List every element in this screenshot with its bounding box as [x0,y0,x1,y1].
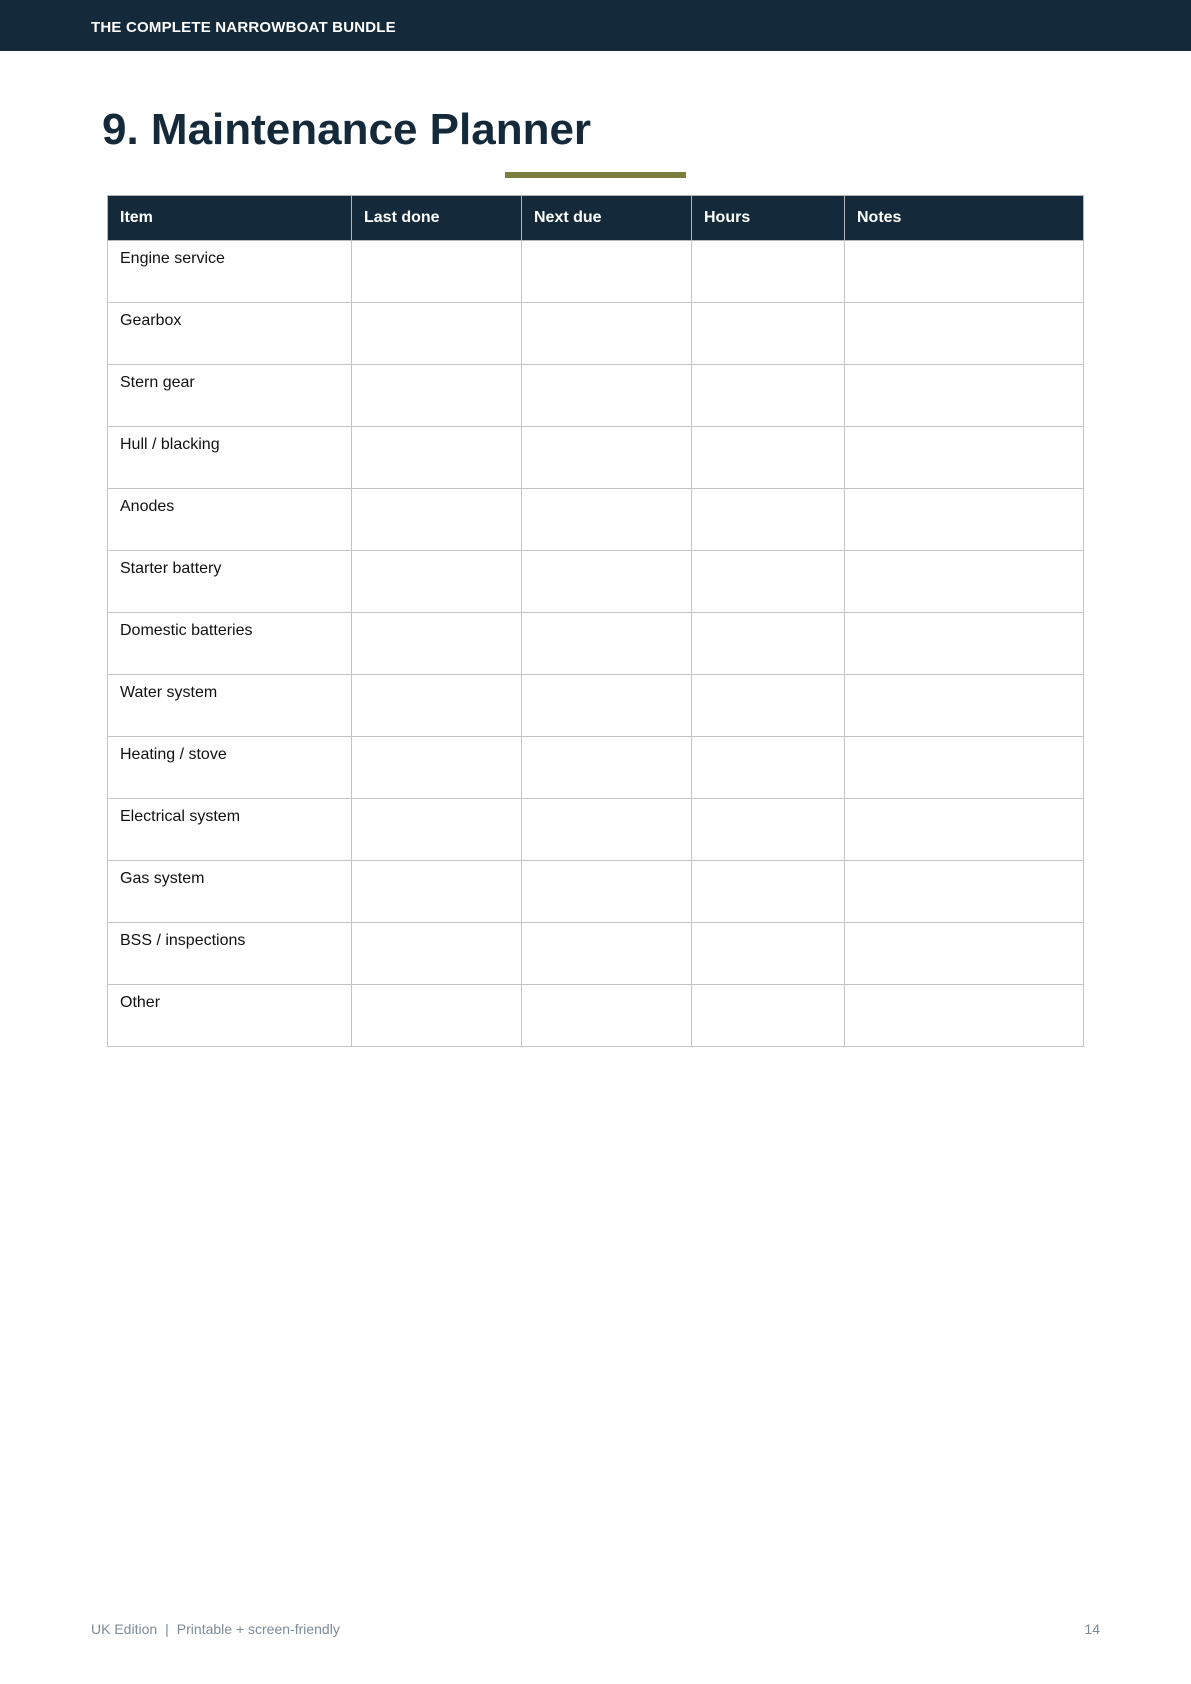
table-body [108,241,1084,1047]
next-due-cell[interactable] [522,365,692,427]
table-row [108,737,1084,799]
page-title: 9. Maintenance Planner [102,105,592,154]
next-due-cell[interactable] [522,737,692,799]
next-due-cell[interactable] [522,489,692,551]
column-header-last-done: Last done [352,196,522,241]
table-row [108,861,1084,923]
next-due-cell[interactable] [522,923,692,985]
notes-cell[interactable] [845,613,1084,675]
last-done-cell[interactable] [352,861,522,923]
hours-cell[interactable] [692,489,845,551]
table-row [108,613,1084,675]
last-done-cell[interactable] [352,985,522,1047]
hours-cell[interactable] [692,427,845,489]
table-row [108,675,1084,737]
last-done-cell[interactable] [352,427,522,489]
last-done-cell[interactable] [352,241,522,303]
hours-cell[interactable] [692,551,845,613]
table-row [108,489,1084,551]
hours-cell[interactable] [692,799,845,861]
maintenance-planner-table [107,195,1084,1047]
next-due-cell[interactable] [522,985,692,1047]
hours-cell[interactable] [692,985,845,1047]
table-row [108,365,1084,427]
last-done-cell[interactable] [352,737,522,799]
last-done-cell[interactable] [352,923,522,985]
table-row [108,985,1084,1047]
item-cell: Starter battery [108,551,352,613]
notes-cell[interactable] [845,737,1084,799]
item-cell: Domestic batteries [108,613,352,675]
hours-cell[interactable] [692,365,845,427]
notes-cell[interactable] [845,985,1084,1047]
last-done-cell[interactable] [352,489,522,551]
next-due-cell[interactable] [522,427,692,489]
notes-cell[interactable] [845,489,1084,551]
last-done-cell[interactable] [352,551,522,613]
footer-edition-info [91,1621,340,1637]
item-cell: Water system [108,675,352,737]
notes-cell[interactable] [845,427,1084,489]
notes-cell[interactable] [845,365,1084,427]
table-header-row [108,196,1084,241]
footer-format: Printable + screen-friendly [176,1621,340,1637]
column-header-hours: Hours [692,196,845,241]
item-cell: Gearbox [108,303,352,365]
hours-cell[interactable] [692,613,845,675]
notes-cell[interactable] [845,551,1084,613]
next-due-cell[interactable] [522,241,692,303]
hours-cell[interactable] [692,861,845,923]
table-row [108,427,1084,489]
item-cell: Stern gear [108,365,352,427]
hours-cell[interactable] [692,241,845,303]
next-due-cell[interactable] [522,861,692,923]
next-due-cell[interactable] [522,551,692,613]
hours-cell[interactable] [692,675,845,737]
page-number: 14 [1084,1621,1100,1637]
last-done-cell[interactable] [352,799,522,861]
next-due-cell[interactable] [522,675,692,737]
notes-cell[interactable] [845,675,1084,737]
table-row [108,923,1084,985]
item-cell: Gas system [108,861,352,923]
item-cell: Anodes [108,489,352,551]
table-row [108,303,1084,365]
hours-cell[interactable] [692,737,845,799]
notes-cell[interactable] [845,923,1084,985]
last-done-cell[interactable] [352,365,522,427]
last-done-cell[interactable] [352,675,522,737]
column-header-item: Item [108,196,352,241]
notes-cell[interactable] [845,303,1084,365]
notes-cell[interactable] [845,799,1084,861]
last-done-cell[interactable] [352,303,522,365]
item-cell: Other [108,985,352,1047]
table-row [108,551,1084,613]
column-header-next-due: Next due [522,196,692,241]
item-cell: Heating / stove [108,737,352,799]
item-cell: BSS / inspections [108,923,352,985]
notes-cell[interactable] [845,241,1084,303]
item-cell: Electrical system [108,799,352,861]
last-done-cell[interactable] [352,613,522,675]
next-due-cell[interactable] [522,613,692,675]
footer-separator: | [165,1621,169,1637]
column-header-notes: Notes [845,196,1084,241]
table-row [108,799,1084,861]
next-due-cell[interactable] [522,799,692,861]
title-underline [505,172,686,178]
hours-cell[interactable] [692,923,845,985]
top-header-bar [0,0,1191,51]
item-cell: Engine service [108,241,352,303]
footer-edition: UK Edition [91,1621,158,1637]
next-due-cell[interactable] [522,303,692,365]
bundle-title: THE COMPLETE NARROWBOAT BUNDLE [91,19,396,36]
notes-cell[interactable] [845,861,1084,923]
table-row [108,241,1084,303]
item-cell: Hull / blacking [108,427,352,489]
hours-cell[interactable] [692,303,845,365]
